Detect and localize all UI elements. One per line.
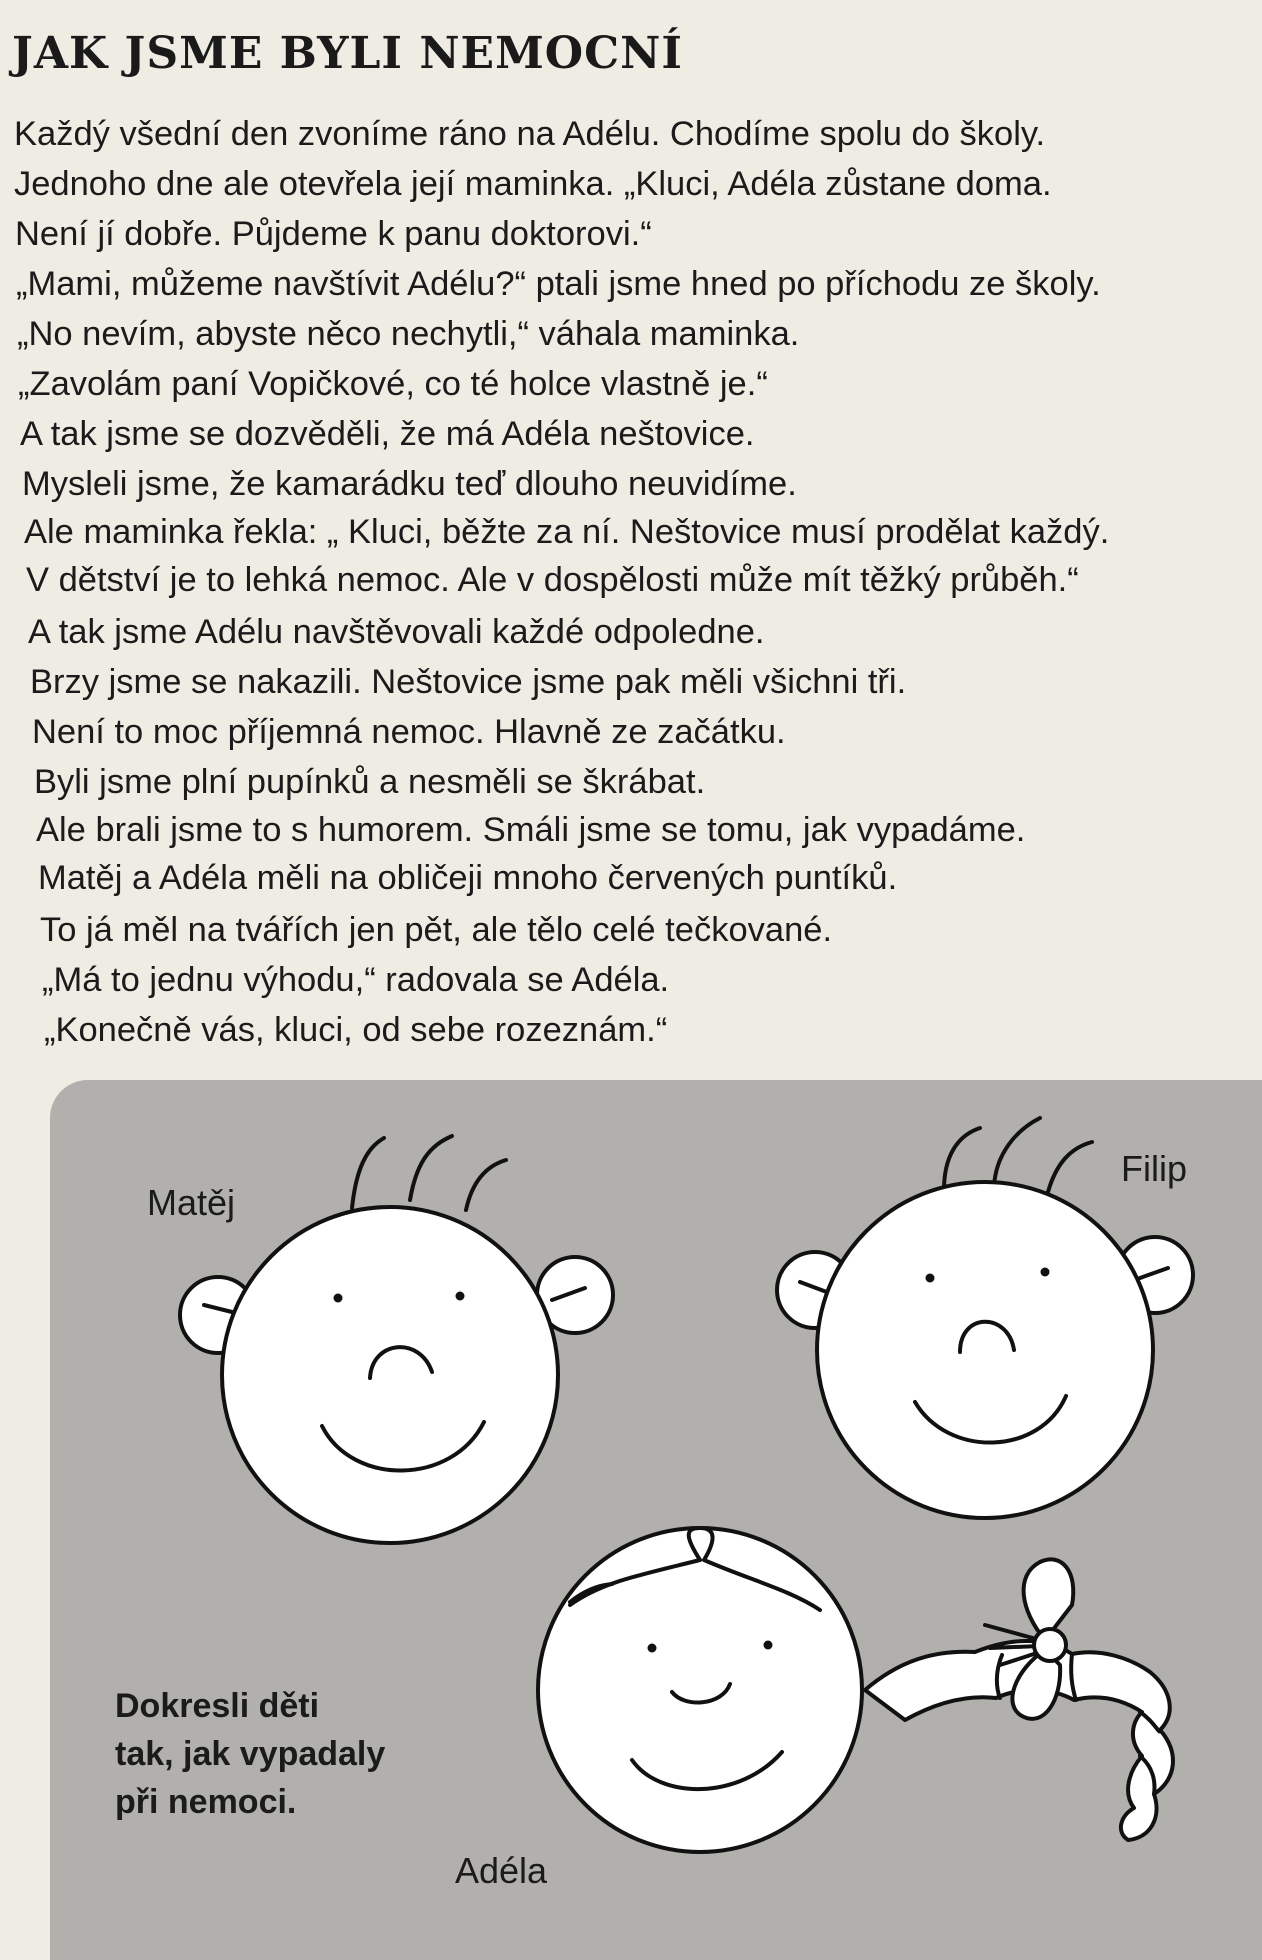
story-line: Ale brali jsme to s humorem. Smáli jsme se tomu, jak vypadáme. [36,811,1026,849]
story-line: Každý všední den zvoníme ráno na Adélu. Chodíme spolu do školy. [14,115,1046,153]
page-title: JAK JSME BYLI NEMOCNÍ [12,28,683,79]
filip-eye-icon [1041,1268,1050,1277]
story-line: Jednoho dne ale otevřela její maminka. „Kluci, Adéla zůstane doma. [14,165,1052,203]
story-line: V dětství je to lehká nemoc. Ale v dospělosti může mít těžký průběh.“ [26,561,1079,599]
filip-hair-icon [1048,1142,1092,1192]
story-line: Není to moc příjemná nemoc. Hlavně ze začátku. [32,713,786,751]
story-line: „Zavolám paní Vopičkové, co té holce vlastně je.“ [18,365,768,403]
story-line: „Má to jednu výhodu,“ radovala se Adéla. [42,961,670,999]
matej-hair-icon [352,1138,384,1208]
story-line: A tak jsme Adélu navštěvovali každé odpoledne. [28,613,765,651]
matej-hair-icon [410,1136,452,1200]
story-line: „No nevím, abyste něco nechytli,“ váhala maminka. [17,315,800,353]
story-line: Ale maminka řekla: „ Kluci, běžte za ní. Neštovice musí prodělat každý. [24,513,1110,551]
story-line: To já měl na tvářích jen pět, ale tělo celé tečkované. [40,911,833,949]
task-line: Dokresli děti [115,1687,320,1725]
matej-head-icon [222,1207,558,1543]
matej-hair-icon [466,1160,506,1210]
filip-hair-icon [994,1118,1040,1186]
matej-face-drawing [180,1136,613,1543]
name-label-filip: Filip [1121,1148,1188,1189]
task-line: tak, jak vypadaly [115,1735,386,1773]
adela-head-icon [538,1528,862,1852]
matej-eye-icon [456,1292,465,1301]
story-line: „Konečně vás, kluci, od sebe rozeznám.“ [44,1011,668,1049]
name-label-matej: Matěj [147,1182,236,1223]
task-instruction [115,1682,385,1826]
task-line: při nemoci. [115,1783,297,1821]
name-label-adela: Adéla [455,1850,548,1891]
adela-bow-knot-icon [1034,1629,1066,1661]
story-line: A tak jsme se dozvěděli, že má Adéla neštovice. [20,415,755,453]
adela-eye-icon [648,1644,657,1653]
filip-head-icon [817,1182,1153,1518]
bow-ribbon-icon [985,1625,1040,1640]
story-line: Mysleli jsme, že kamarádku teď dlouho neuvidíme. [22,465,797,503]
adela-eye-icon [764,1641,773,1650]
adela-face-drawing [538,1528,1173,1852]
story-line: Byli jsme plní pupínků a nesměli se škrábat. [34,763,706,801]
filip-eye-icon [926,1274,935,1283]
story-line: „Mami, můžeme navštívit Adélu?“ ptali jsme hned po příchodu ze školy. [16,265,1101,303]
story-line: Brzy jsme se nakazili. Neštovice jsme pak měli všichni tři. [30,663,907,701]
story-line: Matěj a Adéla měli na obličeji mnoho červených puntíků. [38,859,898,897]
adela-braid-icon [865,1641,1173,1840]
story-line: Není jí dobře. Půjdeme k panu doktorovi.“ [15,215,652,253]
matej-eye-icon [334,1294,343,1303]
